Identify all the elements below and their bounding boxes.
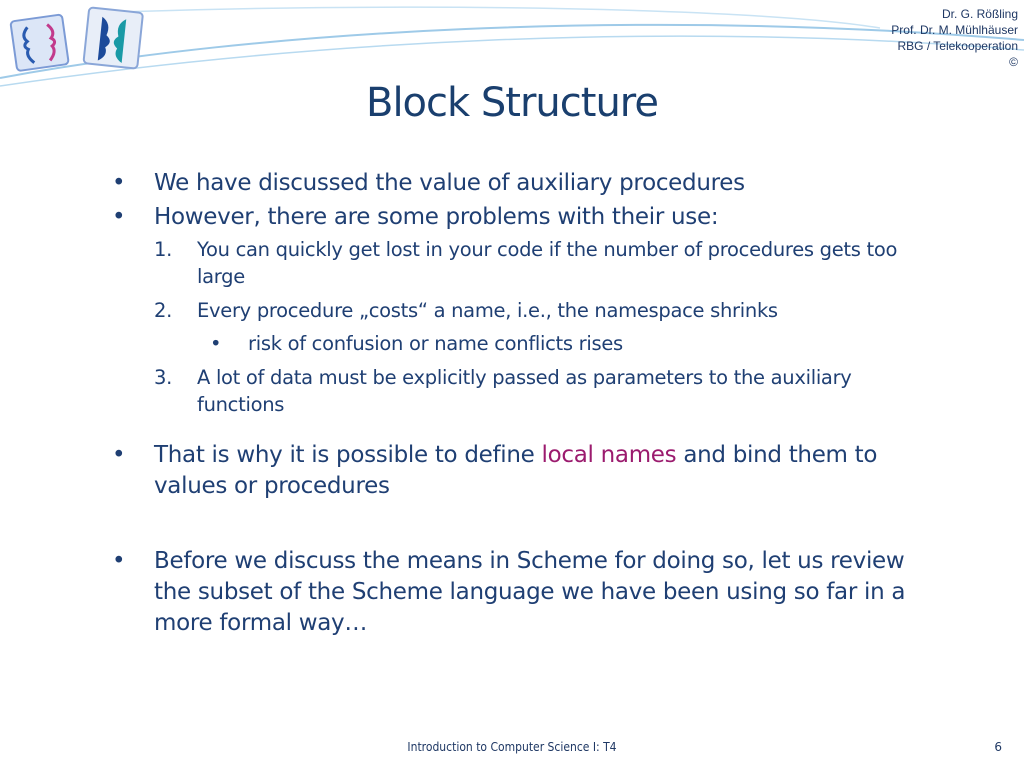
bullet-item	[100, 168, 940, 199]
credit-line: ©	[1009, 55, 1018, 69]
author-credits	[891, 6, 1018, 70]
bullet-marker: •	[210, 332, 222, 355]
bullet-text-part: and bind them to values or procedures	[154, 442, 878, 499]
sub-bullet-text: risk of confusion or name conflicts rises	[248, 332, 623, 355]
bullet-text: We have discussed the value of auxiliary procedures	[154, 170, 745, 196]
bullet-marker: •	[112, 204, 126, 230]
bullet-text: However, there are some problems with their use:	[154, 204, 719, 230]
bullet-item	[100, 202, 940, 233]
numbered-item	[100, 297, 940, 324]
item-text: A lot of data must be explicitly passed as parameters to the auxiliary functions	[197, 366, 852, 416]
credit-line: RBG / Telekooperation	[897, 39, 1018, 53]
credit-line: Dr. G. Rößling	[941, 7, 1018, 21]
bullet-text	[154, 442, 877, 499]
item-number: 3.	[154, 366, 173, 389]
item-text: Every procedure „costs“ a name, i.e., the namespace shrinks	[197, 299, 778, 322]
slide-title: Block Structure	[366, 80, 658, 126]
local-names-highlight: local names	[541, 442, 677, 468]
page-number: 6	[994, 740, 1002, 754]
item-text: You can quickly get lost in your code if the number of procedures gets too large	[197, 238, 898, 288]
bullet-text: Before we discuss the means in Scheme for doing so, let us review the subset of the Scheme language we have been using so far in a more formal way…	[154, 548, 906, 636]
bullet-marker: •	[112, 442, 126, 468]
bullet-text-part: That is why it is possible to define	[154, 442, 542, 468]
faces-logo	[8, 6, 148, 78]
slide-content	[100, 168, 940, 639]
bullet-item	[100, 440, 940, 502]
item-number: 1.	[154, 238, 173, 261]
numbered-item	[100, 364, 940, 418]
bullet-marker: •	[112, 548, 126, 574]
footer-course-title: Introduction to Computer Science I: T4	[407, 740, 617, 754]
item-number: 2.	[154, 299, 173, 322]
bullet-marker: •	[112, 170, 126, 196]
numbered-item	[100, 236, 940, 290]
bullet-item	[100, 546, 940, 639]
sub-bullet-item	[100, 330, 940, 357]
credit-line: Prof. Dr. M. Mühlhäuser	[891, 23, 1018, 37]
